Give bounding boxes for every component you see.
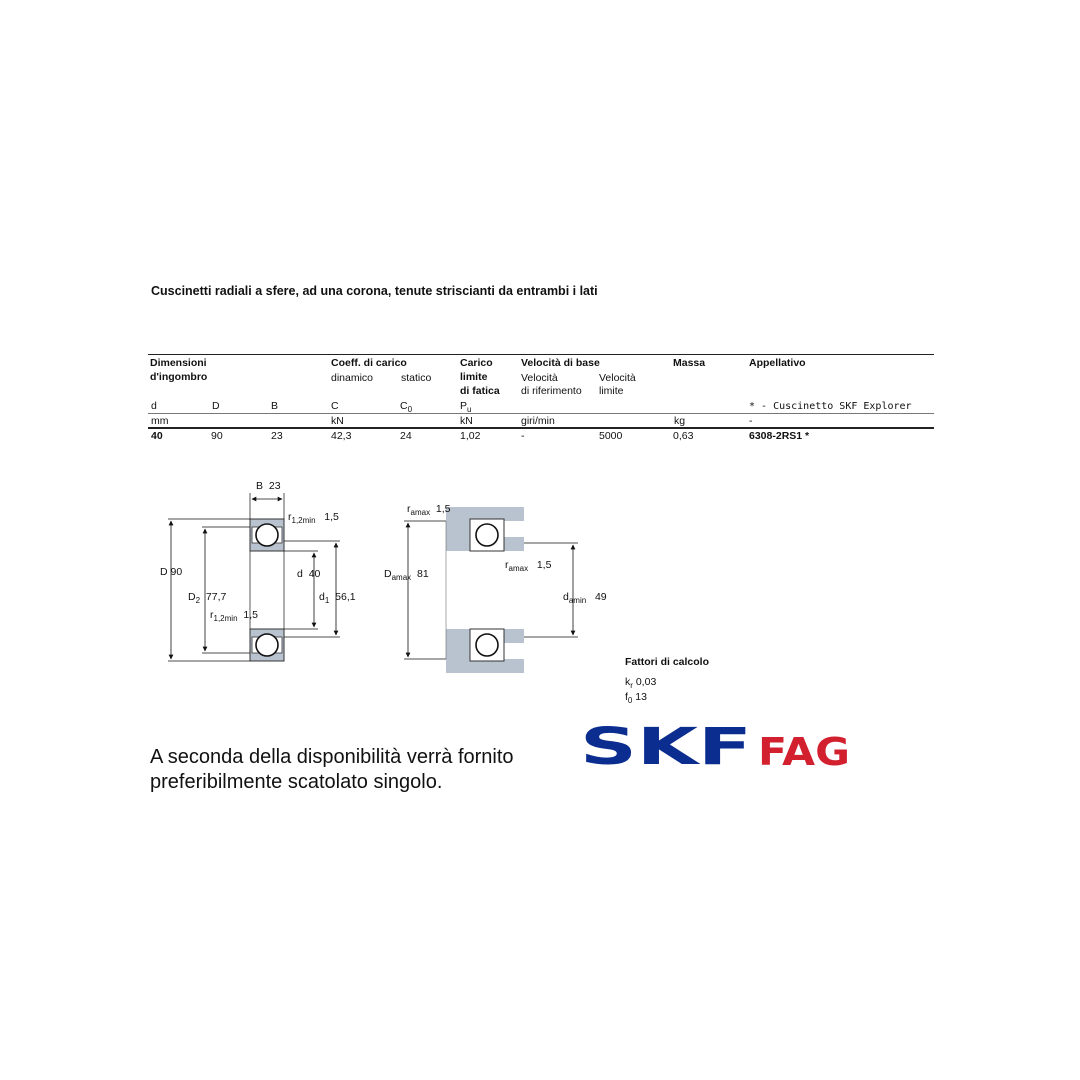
notice-line-1: A seconda della disponibilità verrà fornito bbox=[150, 746, 514, 768]
page-title: Cuscinetti radiali a sfere, ad una corona, tenute striscianti da entrambi i lati bbox=[151, 284, 598, 298]
unit-kg: kg bbox=[674, 415, 686, 427]
cell-appellativo: 6308-2RS1 * bbox=[749, 430, 810, 442]
header-vel-rif-2: di riferimento bbox=[521, 385, 582, 397]
label-d: d 40 bbox=[297, 568, 321, 580]
cell-B: 23 bbox=[271, 430, 283, 442]
header-vel-rif: Velocità bbox=[521, 372, 558, 384]
label-da: $d_{amin}$ 49 bbox=[563, 591, 607, 605]
symbol-D: D bbox=[212, 400, 220, 412]
header-velocita: Velocità di base bbox=[521, 357, 600, 369]
header-carico-3: di fatica bbox=[460, 385, 500, 397]
label-ra-mid: $r_{amax}$ 1,5 bbox=[505, 559, 552, 573]
cell-vel-rif: - bbox=[521, 430, 525, 442]
unit-app: - bbox=[749, 415, 753, 427]
symbol-C: C bbox=[331, 400, 339, 412]
cell-vel-lim: 5000 bbox=[599, 430, 623, 442]
label-D: D 90 bbox=[160, 566, 183, 578]
header-carico: Carico bbox=[460, 357, 493, 369]
header-dinamico: dinamico bbox=[331, 372, 374, 384]
header-carico-2: limite bbox=[460, 371, 488, 383]
cell-Pu: 1,02 bbox=[460, 430, 481, 442]
label-r12-top: $r_{1,2min}$ 1,5 bbox=[288, 511, 339, 525]
fag-logo-text: FAG bbox=[758, 733, 850, 767]
cell-D: 90 bbox=[211, 430, 223, 442]
cell-C0: 24 bbox=[400, 430, 412, 442]
factor-kr: $k_r$ 0,03 bbox=[625, 676, 657, 690]
header-statico: statico bbox=[401, 372, 432, 384]
unit-mm: mm bbox=[151, 415, 169, 427]
unit-rpm: giri/min bbox=[521, 415, 555, 427]
label-Da: $D_{amax}$ 81 bbox=[384, 568, 429, 582]
label-ra-top: $r_{amax}$ 1,5 bbox=[407, 503, 451, 517]
header-coeff: Coeff. di carico bbox=[331, 357, 407, 369]
unit-kN-P: kN bbox=[460, 415, 473, 427]
symbol-B: B bbox=[271, 400, 279, 412]
cell-massa: 0,63 bbox=[673, 430, 694, 442]
header-vel-lim-2: limite bbox=[599, 385, 624, 397]
header-vel-lim: Velocità bbox=[599, 372, 636, 384]
header-dimensioni-2: d'ingombro bbox=[150, 371, 208, 383]
symbol-C0: $C_0$ bbox=[400, 400, 413, 415]
cell-d: 40 bbox=[151, 430, 163, 442]
explorer-note: * - Cuscinetto SKF Explorer bbox=[749, 401, 912, 412]
unit-kN-C: kN bbox=[331, 415, 344, 427]
bearing-mounting-right bbox=[404, 507, 578, 673]
fag-logo bbox=[758, 733, 850, 767]
notice-line-2: preferibilmente scatolato singolo. bbox=[150, 771, 443, 793]
availability-notice bbox=[150, 745, 514, 795]
factor-f0: $f_0$ 13 bbox=[625, 691, 647, 705]
header-appellativo: Appellativo bbox=[749, 357, 806, 369]
label-r12-bottom: $r_{1,2min}$ 1,5 bbox=[210, 609, 258, 623]
label-D2: $D_2$ 77,7 bbox=[188, 591, 227, 605]
factors-title: Fattori di calcolo bbox=[625, 656, 710, 668]
cell-C: 42,3 bbox=[331, 430, 352, 442]
skf-logo-text: SKF bbox=[580, 725, 752, 767]
symbol-Pu: $P_u$ bbox=[460, 400, 472, 415]
symbol-d: d bbox=[151, 400, 157, 412]
header-dimensioni: Dimensioni bbox=[150, 357, 207, 369]
label-d1: $d_1$ 56,1 bbox=[319, 591, 356, 605]
label-B: B 23 bbox=[256, 480, 281, 492]
skf-logo bbox=[580, 725, 752, 767]
header-massa: Massa bbox=[673, 357, 706, 369]
